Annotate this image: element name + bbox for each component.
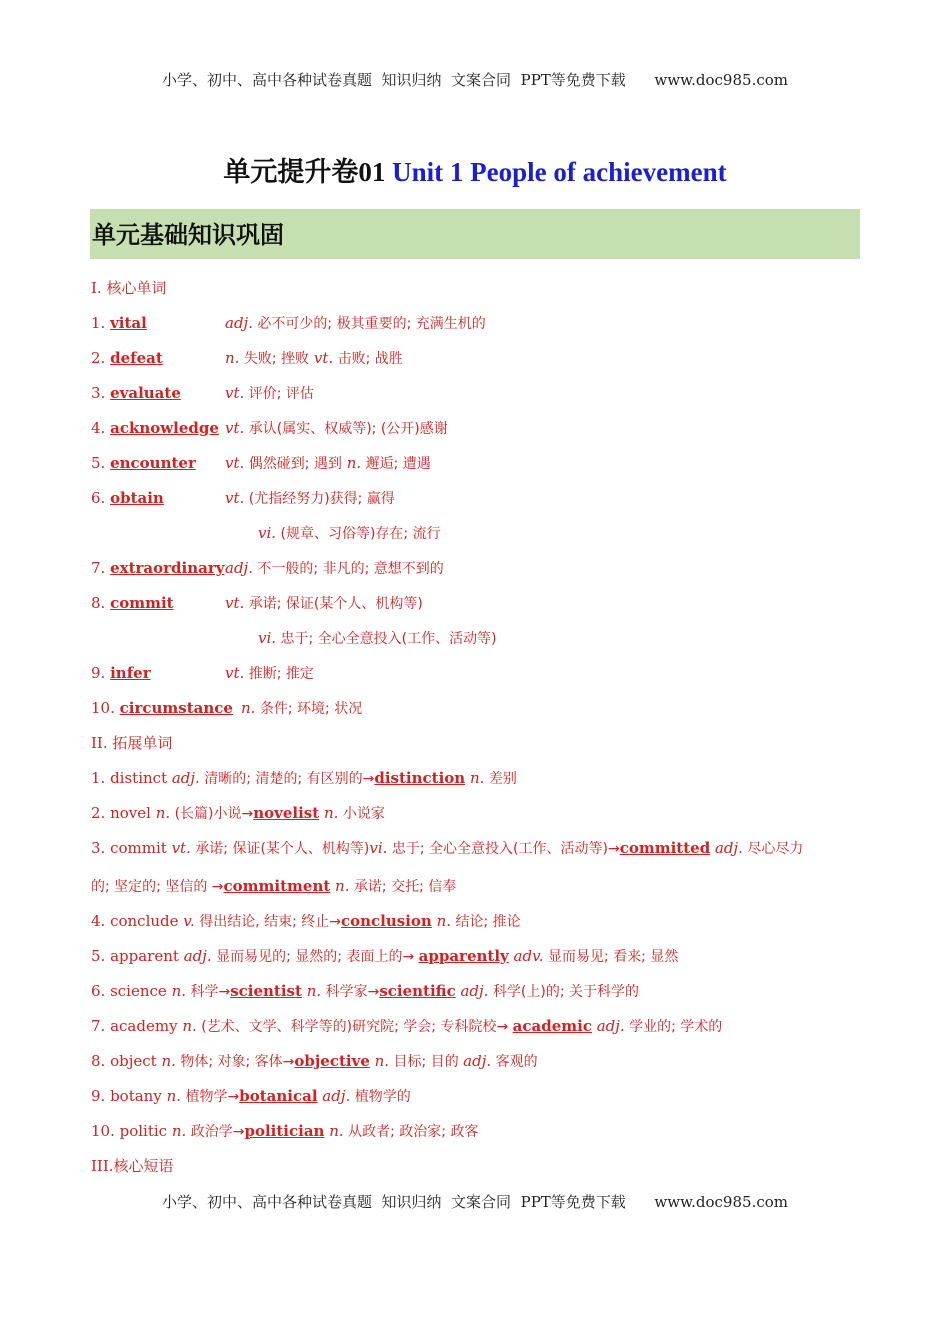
answer-word: politician: [244, 1122, 325, 1140]
base-word: 4. conclude: [91, 912, 184, 930]
answer-word: vital: [110, 314, 147, 332]
definition-text: 忠于; 全心全意投入(工作、活动等)→: [387, 841, 620, 857]
extended-word-item: [91, 946, 678, 967]
definition-text: 推断; 推定: [244, 666, 314, 682]
definition: [225, 348, 403, 369]
answer-word: extraordinary: [110, 559, 225, 577]
definition: [258, 523, 441, 544]
extended-word-item: [91, 981, 639, 1002]
part-of-speech: n.: [241, 699, 256, 717]
part-of-speech: vt.: [171, 839, 191, 857]
part-of-speech: vi.: [369, 839, 388, 857]
definition-text: 目标; 目的: [389, 1054, 464, 1070]
definition-text: 学业的; 学术的: [624, 1019, 723, 1035]
definition-text: 尽心尽力: [742, 841, 804, 857]
definition-text: 植物学的: [350, 1089, 411, 1105]
core-words-heading: [91, 278, 166, 298]
answer-word: defeat: [110, 349, 163, 367]
answer-word: commit: [110, 594, 174, 612]
definition: [225, 418, 448, 439]
item-number: 1.: [91, 314, 111, 332]
title-english: Unit 1 People of achievement: [392, 157, 727, 187]
part-of-speech: n.: [324, 1122, 344, 1140]
definition-text: 条件; 环境; 状况: [255, 701, 363, 717]
definition-text: 科学→: [186, 984, 231, 1000]
part-of-speech: n.: [465, 769, 485, 787]
part-of-speech: vi.: [258, 524, 277, 542]
answer-word: evaluate: [110, 384, 181, 402]
extended-word-item: [91, 1016, 722, 1037]
extended-word-item: [91, 911, 521, 932]
part-of-speech: adj.: [317, 1087, 351, 1105]
answer-word: commitment: [223, 877, 331, 895]
core-word-item: [91, 418, 448, 438]
answer-word: academic: [512, 1017, 592, 1035]
answer-word: scientist: [230, 982, 302, 1000]
part-of-speech: adj.: [183, 947, 212, 965]
part-of-speech: n.: [166, 1087, 182, 1105]
base-word: 3. commit: [91, 839, 172, 857]
part-of-speech: n.: [171, 982, 186, 1000]
extended-word-item: [91, 1121, 478, 1142]
extended-word-item: [91, 838, 803, 859]
core-word-item: [91, 558, 444, 578]
definition-text: 必不可少的; 极其重要的; 充满生机的: [252, 316, 486, 332]
base-word: 10. politic: [91, 1122, 172, 1140]
item-number: 8.: [91, 594, 111, 612]
definition-text: 承诺; 交托; 信奉: [349, 879, 457, 895]
base-word: 9. botany: [91, 1087, 167, 1105]
definition: [225, 663, 314, 684]
heading-text: III.核心短语: [91, 1157, 174, 1175]
part-of-speech: vi.: [258, 629, 277, 647]
item-number: 9.: [91, 664, 111, 682]
definition-text: 承认(属实、权威等); (公开)感谢: [244, 421, 448, 437]
extended-word-item: [91, 803, 385, 824]
part-of-speech: n.: [171, 1122, 187, 1140]
extended-word-item: [91, 768, 517, 789]
definition: [225, 488, 395, 509]
part-of-speech: adj.: [591, 1017, 625, 1035]
definition-text: 偶然碰到; 遇到: [244, 456, 342, 472]
definition-text: 的; 坚定的; 坚信的 →: [91, 879, 224, 895]
page-footer: 小学、初中、高中各种试卷真题 知识归纳 文案合同 PPT等免费下载 www.doc985.com: [161, 1193, 788, 1211]
base-word: 8. object: [91, 1052, 162, 1070]
part-of-speech: adj.: [463, 1052, 492, 1070]
definition-text: 显而易见的; 显然的; 表面上的→: [211, 949, 419, 965]
definition-text: 承诺; 保证(某个人、机构等): [244, 596, 423, 612]
definition: [225, 453, 431, 474]
base-word: 2. novel: [91, 804, 156, 822]
definition-text: 显而易见; 看来; 显然: [543, 949, 679, 965]
definition-text: 不一般的; 非凡的; 意想不到的: [252, 561, 444, 577]
definition: [225, 383, 314, 404]
part-of-speech: adj.: [225, 314, 253, 332]
heading-text: I. 核心单词: [91, 279, 167, 297]
definition: [225, 313, 486, 334]
answer-word: conclusion: [341, 912, 432, 930]
part-of-speech: n.: [431, 912, 452, 930]
part-of-speech: adv.: [508, 947, 544, 965]
page-header: 小学、初中、高中各种试卷真题 知识归纳 文案合同 PPT等免费下载 www.doc985.com: [161, 71, 788, 89]
definition-text: (尤指经努力)获得; 赢得: [244, 491, 395, 507]
answer-word: encounter: [110, 454, 196, 472]
definition-text: 评价; 评估: [244, 386, 314, 402]
definition-text: 植物学→: [181, 1089, 240, 1105]
answer-word: scientific: [379, 982, 456, 1000]
document-title: [0, 150, 950, 189]
answer-word: objective: [294, 1052, 370, 1070]
core-word-item: [91, 698, 363, 718]
definition-text: 击败; 战胜: [333, 351, 403, 367]
definition-text: 从政者; 政治家; 政客: [343, 1124, 479, 1140]
definition-text: 客观的: [491, 1054, 538, 1070]
definition-text: 差别: [484, 771, 517, 787]
answer-word: infer: [110, 664, 151, 682]
definition-text: 邂逅; 遭遇: [361, 456, 431, 472]
part-of-speech: vt.: [225, 664, 245, 682]
part-of-speech: v.: [183, 912, 195, 930]
core-word-item: [91, 348, 403, 368]
answer-word: obtain: [110, 489, 164, 507]
phrases-heading: [91, 1156, 174, 1176]
definition-text: 清晰的; 清楚的; 有区别的→: [199, 771, 375, 787]
answer-word: acknowledge: [110, 419, 219, 437]
definition-text: 得出结论, 结束; 终止→: [194, 914, 341, 930]
heading-text: II. 拓展单词: [91, 734, 173, 752]
part-of-speech: n.: [155, 804, 171, 822]
part-of-speech: n.: [330, 877, 350, 895]
title-chinese: 单元提升卷01: [223, 157, 393, 187]
definition: [225, 558, 444, 579]
item-number: 3.: [91, 384, 111, 402]
definition-text: 结论; 推论: [451, 914, 521, 930]
base-word: 1. distinct: [91, 769, 172, 787]
definition: [258, 628, 497, 649]
definition-text: 承诺; 保证(某个人、机构等): [190, 841, 370, 857]
core-word-item: [91, 663, 314, 683]
definition-text: 科学(上)的; 关于科学的: [488, 984, 639, 1000]
answer-word: circumstance: [119, 699, 233, 717]
core-word-item: [91, 383, 314, 403]
part-of-speech: n.: [161, 1052, 176, 1070]
definition-text: 科学家→: [321, 984, 380, 1000]
answer-word: novelist: [253, 804, 320, 822]
part-of-speech: n.: [369, 1052, 390, 1070]
section-heading: 单元基础知识巩固: [90, 209, 860, 259]
extended-word-item: [91, 1086, 411, 1107]
definition-text: 失败; 挫败: [239, 351, 310, 367]
part-of-speech: adj.: [171, 769, 200, 787]
item-number: 7.: [91, 559, 111, 577]
base-word: 7. academy: [91, 1017, 183, 1035]
definition-text: (长篇)小说→: [170, 806, 254, 822]
part-of-speech: n.: [346, 454, 362, 472]
part-of-speech: n.: [225, 349, 240, 367]
part-of-speech: adj.: [225, 559, 253, 577]
extended-word-item: [91, 1051, 538, 1072]
item-number: 5.: [91, 454, 111, 472]
definition: [241, 698, 362, 719]
part-of-speech: vt.: [225, 419, 245, 437]
answer-word: committed: [619, 839, 711, 857]
part-of-speech: adj.: [710, 839, 743, 857]
part-of-speech: n.: [182, 1017, 197, 1035]
part-of-speech: n.: [301, 982, 322, 1000]
core-word-item: [91, 313, 486, 333]
item-number: 2.: [91, 349, 111, 367]
part-of-speech: vt.: [225, 384, 245, 402]
core-word-item: [91, 453, 431, 473]
answer-word: apparently: [418, 947, 509, 965]
base-word: 5. apparent: [91, 947, 184, 965]
part-of-speech: vt.: [225, 594, 245, 612]
part-of-speech: vt.: [313, 349, 334, 367]
answer-word: botanical: [239, 1087, 318, 1105]
item-number: 4.: [91, 419, 111, 437]
base-word: 6. science: [91, 982, 172, 1000]
answer-word: distinction: [374, 769, 466, 787]
core-word-item: [91, 488, 395, 508]
part-of-speech: vt.: [225, 489, 245, 507]
definition-text: 小说家: [338, 806, 385, 822]
definition-text: 物体; 对象; 客体→: [175, 1054, 295, 1070]
definition-text: (艺术、文学、科学等的)研究院; 学会; 专科院校→: [196, 1019, 513, 1035]
item-number: 10.: [91, 699, 120, 717]
extended-words-heading: [91, 733, 172, 753]
part-of-speech: n.: [319, 804, 339, 822]
item-number: 6.: [91, 489, 111, 507]
extended-word-continuation: [91, 876, 456, 897]
part-of-speech: adj.: [455, 982, 489, 1000]
definition: [225, 593, 423, 614]
core-word-item: [91, 593, 423, 613]
definition-text: (规章、习俗等)存在; 流行: [276, 526, 441, 542]
definition-text: 忠于; 全心全意投入(工作、活动等): [276, 631, 497, 647]
part-of-speech: vt.: [225, 454, 245, 472]
definition-text: 政治学→: [186, 1124, 245, 1140]
